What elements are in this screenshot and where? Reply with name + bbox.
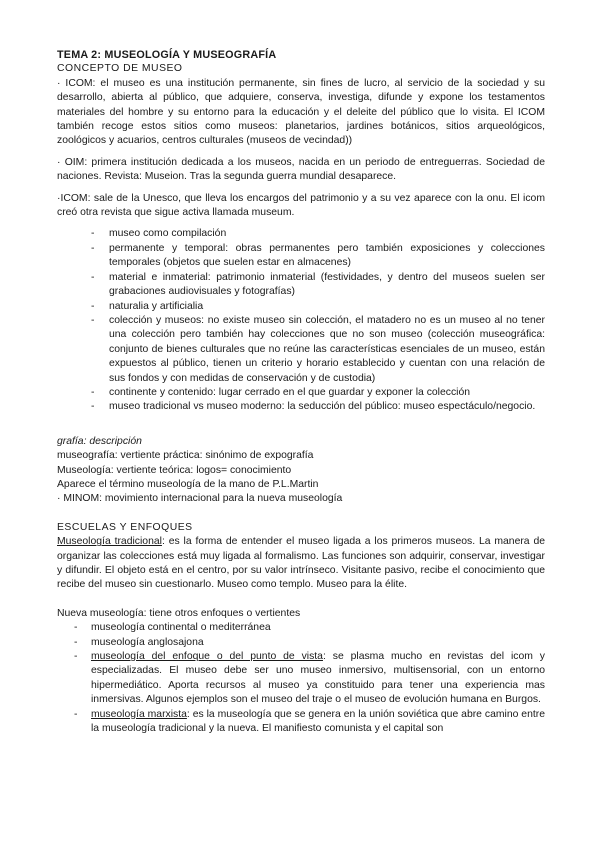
document-title: TEMA 2: MUSEOLOGÍA Y MUSEOGRAFÍA — [57, 49, 277, 61]
list-item: - museología marxista: es la museología que se genera en la unión soviética que abre camino entre la museología tradicional y la nueva. El manifiesto comunista y el capital son — [91, 708, 545, 737]
list-item: - museología del enfoque o del punto de vista: se plasma mucho en revistas del icom y especializadas. El museo debe ser uno museo inmersivo, multisensorial, con un entorno hipermediático. Aporta recursos al museo ya constituido para tener una experiencia mas inmersivas. Algunos ejemplos son el museo del traje o el museo de evolución humana en Burgos. — [91, 650, 545, 708]
grafia-line: Museología: vertiente teórica: logos= conocimiento — [57, 464, 292, 476]
section-heading-escuelas: ESCUELAS Y ENFOQUES — [57, 521, 193, 533]
concept-list — [57, 227, 545, 414]
paragraph-museologia-tradicional — [57, 535, 545, 593]
nueva-museologia-intro: Nueva museología: tiene otros enfoques o vertientes — [57, 607, 301, 619]
grafia-line: Aparece el término museología de la mano de P.L.Martin — [57, 478, 319, 490]
list-item: - museología anglosajona — [91, 636, 545, 650]
term-enfoque: museología del enfoque o del punto de vista — [91, 651, 323, 663]
paragraph-oim: · OIM: primera institución dedicada a los museos, nacida en un periodo de entreguerras. Sociedad de naciones. Revista: Museion. Tras la segunda guerra mundial desaparece. — [57, 156, 545, 183]
list-item: - museología continental o mediterránea — [91, 621, 545, 635]
grafia-heading: grafía: descripción — [57, 435, 142, 447]
list-item: - material e inmaterial: patrimonio inmaterial (festividades, y dentro del museos suelen ser grabaciones audiovisuales y fotografías) — [109, 271, 545, 300]
term-marxista: museología marxista — [91, 708, 187, 720]
list-item: - colección y museos: no existe museo sin colección, el matadero no es un museo al no tener una colección pero también hay colecciones que no son museo (colección museográfica: conjunto de bienes culturales que no reúne las características esenciales de un museo, están expuestos al público, tienen un criterio y horario establecido y cuentan con una relación de sus fondos y con medidas de conservación y de custodia) — [109, 314, 545, 386]
nueva-museologia-list — [57, 621, 545, 736]
list-item: - continente y contenido: lugar cerrado en el que guardar y exponer la colección — [109, 386, 545, 400]
term-museologia-tradicional: Museología tradicional — [57, 536, 162, 548]
paragraph-icom-unesco: ·ICOM: sale de la Unesco, que lleva los encargos del patrimonio y a su vez aparece con la onu. El icom creó otra revista que sigue activa llamada museum. — [57, 192, 545, 219]
definition-text: : es la forma de entender el museo ligada a los primeros museos. La manera de organizar las colecciones está muy ligada al formalismo. Las funciones son adquirir, conservar, investigar y difundir. El objeto está en el centro, por su valor intrínseco. Visitante pasivo, recibe el conocimiento que recibe del museo sin cuestionarlo. Museo como templo. Museo para la élite. — [57, 536, 546, 591]
grafia-line: · MINOM: movimiento internacional para la nueva museología — [57, 493, 343, 505]
list-item: - museo como compilación — [109, 227, 545, 241]
grafia-line: museografía: vertiente práctica: sinónimo de expografía — [57, 450, 314, 462]
list-item: - permanente y temporal: obras permanentes pero también exposiciones y colecciones temporales (objetos que suelen estar en almacenes) — [109, 242, 545, 271]
paragraph-icom: · ICOM: el museo es una institución permanente, sin fines de lucro, al servicio de la sociedad y su desarrollo, abierta al público, que adquiere, conserva, investiga, difunde y expone los testamentos materiales del hombre y su entorno para la educación y el deleite del público que lo visita. El ICOM también recoge estos sitios como museos: planetarios, jardines botánicos, sitios arqueológicos, zoológicos y acuarios, centros culturales (museos de vecindad)) — [57, 77, 545, 147]
list-item: - naturalia y artificialia — [109, 300, 545, 314]
section-heading-concepto: CONCEPTO DE MUSEO — [57, 63, 183, 75]
list-item: - museo tradicional vs museo moderno: la seducción del público: museo espectáculo/negocio. — [109, 400, 545, 414]
